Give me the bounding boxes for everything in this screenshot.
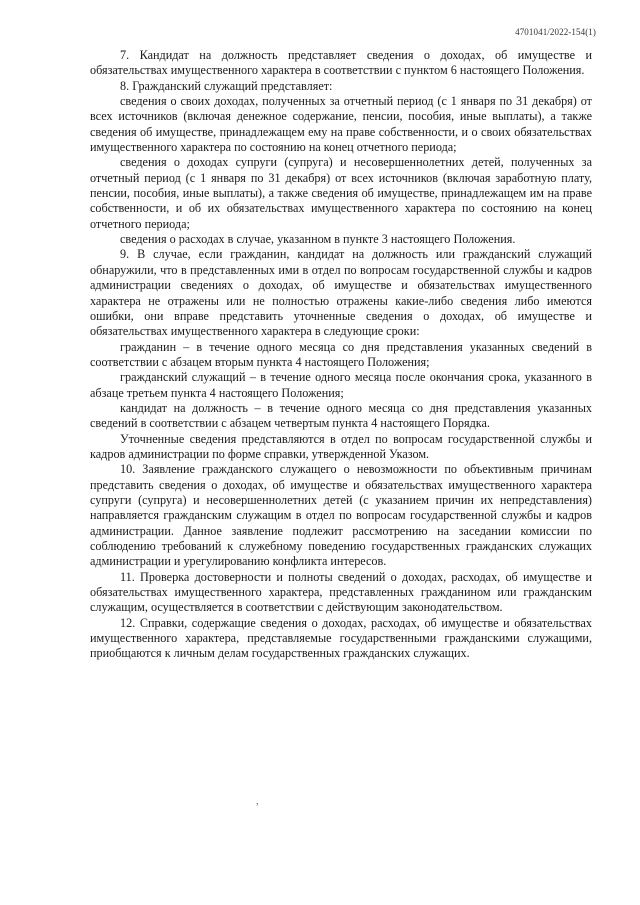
stray-mark: , bbox=[256, 796, 259, 807]
paragraph-9: 9. В случае, если гражданин, кандидат на должность или гражданский служащий обнаружили, что в представленных ими в отдел по вопросам государственной службы и кадров администрации сведениях о доходах, об имуществе и обязательствах имущественного характера не отражены или не полностью отражены какие-либо сведения либо имеются ошибки, они вправе представить уточненные сведения о доходах, об имуществе и обязательствах имущественного характера в следующие сроки: bbox=[90, 247, 592, 339]
paragraph-9-item-3: кандидат на должность – в течение одного месяца со дня представления указанных сведений в соответствии с абзацем четвертым пункта 4 настоящего Порядка. bbox=[90, 400, 592, 431]
paragraph-8: 8. Гражданский служащий представляет: bbox=[120, 78, 333, 93]
paragraph-9-item-2: гражданский служащий – в течение одного месяца после окончания срока, указанного в абзаце третьем пункта 4 настоящего Положения; bbox=[90, 370, 592, 400]
paragraph-8-item-2: сведения о доходах супруги (супруга) и несовершеннолетних детей, полученных за отчетный период (с 1 января по 31 декабря) от всех источников (включая заработную плату, пенсии, пособия, иные выплаты), а также сведения об имуществе, принадлежащем им на праве собственности, и об их обязательствах имущественного характера по состоянию на конец отчетного периода; bbox=[90, 155, 592, 231]
document-number: 4701041/2022-154(1) bbox=[515, 27, 596, 37]
paragraph-7: 7. Кандидат на должность представляет сведения о доходах, об имуществе и обязательствах имущественного характера в соответствии с пунктом 6 настоящего Положения. bbox=[90, 48, 592, 78]
paragraph-12: 12. Справки, содержащие сведения о доходах, расходах, об имуществе и обязательствах имущественного характера, представляемые государственными гражданскими служащими, приобщаются к личным делам государственных гражданских служащих. bbox=[90, 615, 592, 661]
document-body bbox=[90, 48, 592, 662]
paragraph-9-note: Уточненные сведения представляются в отдел по вопросам государственной службы и кадров администрации по форме справки, утвержденной Указом. bbox=[90, 431, 592, 461]
paragraph-11: 11. Проверка достоверности и полноты сведений о доходах, расходах, об имуществе и обязательствах имущественного характера, представленных гражданином или гражданским служащим, осуществляется в соответствии с действующим законодательством. bbox=[90, 569, 592, 615]
paragraph-9-item-1: гражданин – в течение одного месяца со дня представления указанных сведений в соответствии с абзацем вторым пункта 4 настоящего Положения; bbox=[90, 339, 592, 369]
paragraph-8-item-3: сведения о расходах в случае, указанном в пункте 3 настоящего Положения. bbox=[120, 232, 516, 247]
paragraph-8-item-1: сведения о своих доходах, полученных за отчетный период (с 1 января по 31 декабря) от всех источников (включая денежное содержание, пенсии, пособия, иные выплаты), а также сведения об имуществе, принадлежащем ему на праве собственности, и о своих обязательствах имущественного характера по состоянию на конец отчетного периода; bbox=[90, 94, 592, 155]
paragraph-10: 10. Заявление гражданского служащего о невозможности по объективным причинам представить сведения о доходах, об имуществе и обязательствах имущественного характера супруги (супруга) и несовершеннолетних детей (с указанием причин их непредставления) направляется гражданским служащим в отдел по вопросам государственной службы и кадров администрации. Данное заявление подлежит рассмотрению на заседании комиссии по соблюдению требований к служебному поведению государственных гражданских служащих администрации и урегулированию конфликта интересов. bbox=[90, 462, 592, 569]
